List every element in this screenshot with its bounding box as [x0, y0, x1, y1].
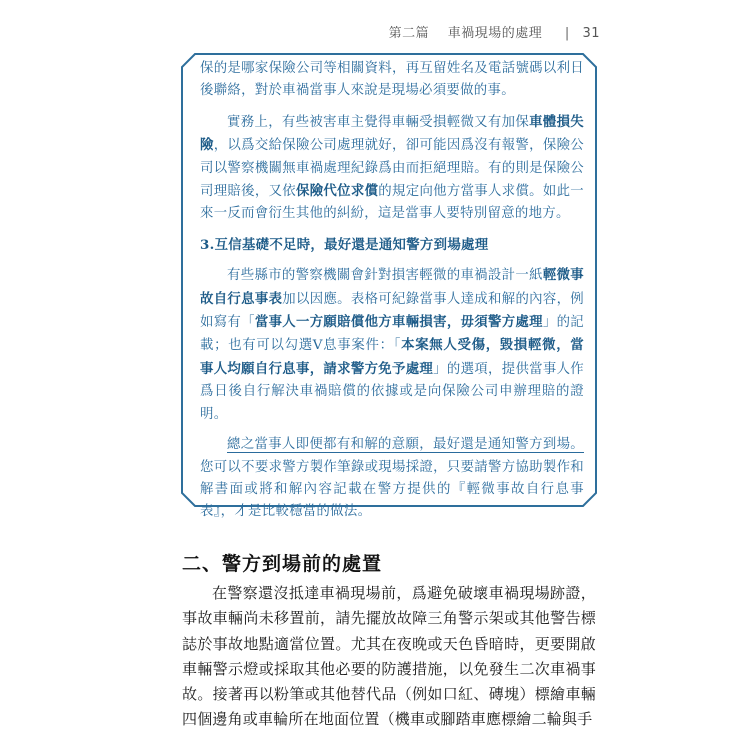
callout-text: 的規定向他方當事人求償。如此一來一反而會衍生其他的糾紛，這是當事人要特別留意的地方。: [200, 184, 584, 222]
callout-box: [200, 58, 584, 532]
callout-paragraph-3: [200, 264, 584, 426]
section-label: 車禍現場的處理: [447, 26, 543, 41]
callout-text: 」的選項，提供當事人作爲日後自行解決車禍賠償的依據或是向保險公司申辦理賠的證明。: [200, 361, 584, 422]
callout-paragraph-2: [200, 111, 584, 226]
callout-subheading: 3.互信基礎不足時，最好還是通知警方到場處理: [200, 236, 489, 253]
callout-bold-term: 輕微事故自行息事表: [200, 267, 584, 307]
page-number: 31: [582, 26, 600, 41]
callout-text: 實務上，有些被害車主覺得車輛受損輕微又有加保: [227, 114, 530, 130]
body-text: [182, 581, 596, 733]
callout-text: 」的記載；也有可以勾選V息事案件：「: [200, 315, 584, 354]
callout-bold-term: 本案無人受傷，毀損輕微，當事人均願自行息事，請求警方免予處理: [200, 337, 584, 377]
callout-bold-term: 車體損失險: [200, 113, 584, 154]
callout-paragraph-1: [200, 58, 584, 103]
chapter-label: 第二篇: [388, 26, 430, 41]
callout-text: 有些縣市的警察機關會針對損害輕微的車禍設計一紙: [227, 268, 543, 284]
callout-bold-term: 當事人一方願賠償他方車輛損害，毋須警方處理: [254, 314, 543, 331]
callout-bold-term: 保險代位求償: [296, 183, 379, 200]
header-separator: |: [564, 26, 570, 41]
callout-text: 加以因應。表格可紀錄當事人達成和解的內容，例如寫有「: [200, 291, 584, 331]
running-header: [389, 22, 600, 41]
callout-text: 保的是哪家保險公司等相關資料，再互留姓名及電話號碼以利日後聯絡，對於車禍當事人來說是現場必須要做的事。: [200, 61, 584, 99]
section-heading: 二、警方到場前的處置: [182, 553, 383, 575]
callout-text: ，以爲交給保險公司處理就好，卻可能因爲沒有報警，保險公司以警察機關無車禍處理紀錄爲由而拒絕理賠。有的則是保險公司理賠後，又依: [200, 138, 584, 200]
callout-text: 您可以不要求警方製作筆錄或現場採證，只要請警方協助製作和解書面或將和解內容記載在警方提供的『輕微事故自行息事表』，才是比較穩當的做法。: [200, 459, 584, 520]
callout-underlined-text: 總之當事人即便都有和解的意願，最好還是通知警方到場。: [227, 437, 584, 453]
body-paragraph: 在警察還沒抵達車禍現場前，爲避免破壞車禍現場跡證，事故車輛尚未移置前，請先擺放故障三角警示架或其他警告標誌於事故地點適當位置。尤其在夜晚或天色昏暗時，更要開啟車輛警示燈或採取其他必要的防護措施，以免發生二次車禍事故。接著再以粉筆或其他替代品（例如口紅、磚塊）標繪車輛四個邊角或車輪所在地面位置（機車或腳踏車應標繪二輪與手: [182, 584, 596, 729]
callout-paragraph-4: [200, 434, 584, 524]
